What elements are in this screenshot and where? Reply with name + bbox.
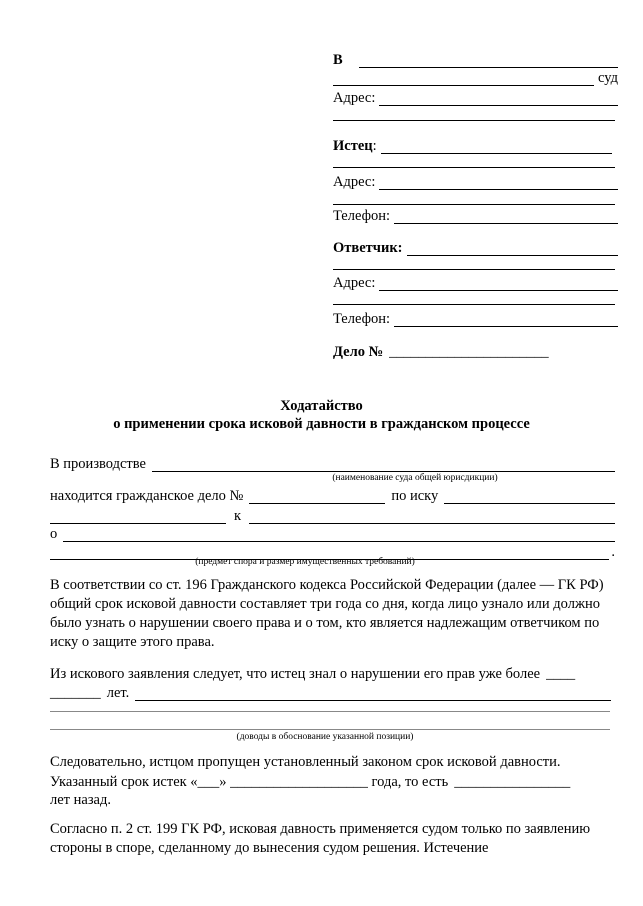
reasons-line-3[interactable]	[50, 729, 610, 730]
plaintiff-address-row	[333, 170, 618, 190]
subject-note: (предмет спора и размер имущественных требований)	[195, 557, 415, 567]
paragraph-article-199	[50, 820, 620, 858]
parties-row	[50, 504, 615, 524]
court-name-field-2[interactable]	[333, 71, 594, 86]
to-text: к	[234, 508, 242, 524]
defendant-phone-field[interactable]	[394, 312, 618, 327]
court-row	[333, 48, 618, 68]
plaintiff-address-label: Адрес:	[333, 174, 376, 190]
reasons-note: (доводы в обоснование указанной позиции)	[236, 732, 414, 742]
plaintiff-row	[333, 134, 618, 154]
reasons-line-2[interactable]	[50, 711, 610, 712]
court-suffix: суд	[598, 70, 618, 86]
about-row	[50, 522, 615, 542]
case-row	[50, 484, 615, 504]
case-number-input[interactable]	[249, 489, 385, 504]
defendant-label: Ответчик:	[333, 240, 403, 256]
plaintiff-phone-label: Телефон:	[333, 208, 391, 224]
para2-text: Из искового заявления следует, что истец знал о нарушении его прав уже более	[50, 666, 541, 682]
paragraph-statute-text: В соответствии со ст. 196 Гражданского кодекса Российской Федерации (далее — ГК РФ) общий срок исковой давности составляет три года со дня, когда лицо узнало или должно было узнать о нарушении своего права и о том, кто является надлежащим ответчиком по иску о защите этого права.	[50, 577, 604, 650]
plaintiff-field[interactable]	[381, 139, 612, 154]
defendant-phone-row	[333, 307, 618, 327]
defendant-field[interactable]	[407, 241, 618, 256]
case-pending-text: находится гражданское дело №	[50, 488, 244, 504]
court-address-field[interactable]	[379, 91, 618, 106]
expiry-row	[50, 770, 615, 790]
subject-period: .	[611, 544, 615, 560]
paragraph-statute	[50, 576, 620, 652]
document-subtitle: о применении срока исковой давности в гражданском процессе	[113, 416, 530, 432]
years-ago-blank[interactable]: ________________	[454, 774, 571, 790]
defendant-line-2[interactable]	[333, 269, 615, 270]
years-blank-2[interactable]: _______	[50, 685, 101, 701]
years-text: лет.	[106, 685, 130, 701]
expiry-text[interactable]: Указанный срок истек «___» ___________________ года, то есть	[50, 774, 449, 790]
case-number-label: Дело №	[333, 344, 384, 360]
plaintiff-phone-row	[333, 204, 618, 224]
court-address-label: Адрес:	[333, 90, 376, 106]
para2-row-2	[50, 681, 615, 701]
plaintiff-label: Истец:	[333, 138, 377, 154]
plaintiff-phone-field[interactable]	[394, 209, 618, 224]
court-jurisdiction-field[interactable]	[152, 457, 615, 472]
defendant-address-label: Адрес:	[333, 275, 376, 291]
paragraph-article-199-text: Согласно п. 2 ст. 199 ГК РФ, исковая давность применяется судом только по заявлению стороны в споре, сделанному до вынесения судом решения. Истечение	[50, 821, 591, 856]
case-number-row	[333, 340, 618, 360]
in-proceedings-text: В производстве	[50, 456, 146, 472]
years-ago-line	[50, 791, 620, 810]
proceedings-row	[50, 452, 615, 472]
claimant-field[interactable]	[444, 489, 615, 504]
para2-row-1	[50, 662, 618, 682]
defendant-row	[333, 236, 618, 256]
defendant-address-line-2[interactable]	[333, 304, 615, 305]
on-claim-text: по иску	[391, 488, 439, 504]
court-prefix: В	[333, 52, 343, 68]
court-address-row	[333, 86, 618, 106]
conclusion-line-1: Следовательно, истцом пропущен установленный законом срок исковой давности.	[50, 754, 561, 770]
defendant-phone-label: Телефон:	[333, 311, 391, 327]
about-text: о	[50, 526, 58, 542]
document-title: Ходатайство	[280, 398, 363, 414]
reasons-field[interactable]	[135, 686, 611, 701]
plaintiff-address-field[interactable]	[379, 175, 618, 190]
years-ago-text: лет назад.	[50, 792, 111, 808]
defendant-address-field[interactable]	[379, 276, 618, 291]
case-number-field[interactable]: ______________________	[389, 344, 549, 360]
court-note: (наименование суда общей юрисдикции)	[332, 473, 498, 483]
defendant-address-row	[333, 271, 618, 291]
years-blank-1[interactable]: ____	[546, 666, 576, 682]
court-row-2	[333, 66, 618, 86]
plaintiff-line-2[interactable]	[333, 167, 615, 168]
court-address-line-2[interactable]	[333, 120, 615, 121]
